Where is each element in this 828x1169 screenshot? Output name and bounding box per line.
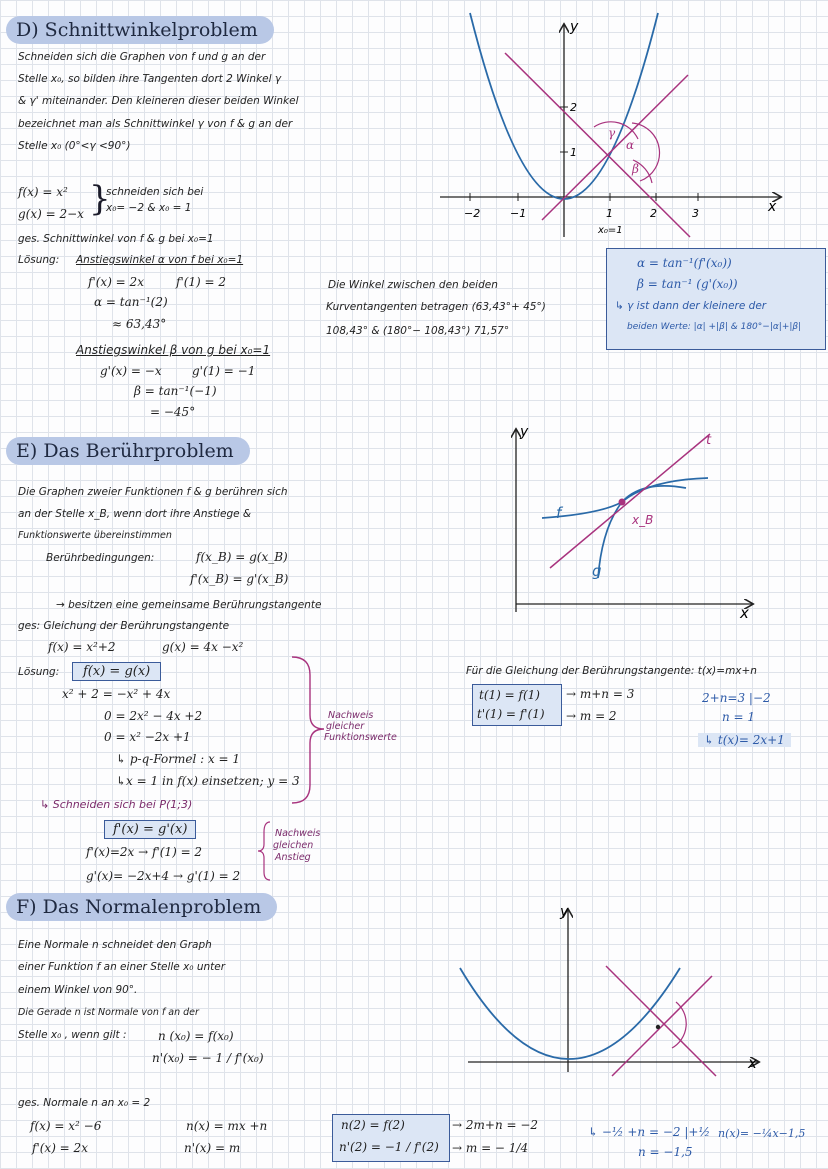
beta-label: β xyxy=(632,162,639,176)
step-line: 0 = 2x² − 4x +2 xyxy=(104,709,203,723)
y-axis-label: y xyxy=(520,424,529,440)
g-prime-1: g'(1) = −1 xyxy=(192,364,256,378)
tick-label: 1 xyxy=(570,146,577,159)
winkel-text-line: Die Winkel zwischen den beiden xyxy=(328,279,498,291)
intro-line: einer Funktion f an einer Stelle x₀ unter xyxy=(18,961,226,973)
x-axis-label: x xyxy=(768,199,777,215)
normal-solve: n = −1,5 xyxy=(638,1145,693,1159)
alpha-label: α xyxy=(626,138,635,152)
intro-line: bezeichnet man als Schnittwinkel γ von f & g an der xyxy=(18,118,293,130)
box-line: α = tan⁻¹(f'(x₀)) xyxy=(637,256,732,270)
right-angle-dot xyxy=(656,1025,660,1029)
brace-nachweis-1 xyxy=(290,655,330,805)
normal-condition: n (x₀) = f(x₀) xyxy=(158,1029,234,1043)
alpha-equation: α = tan⁻¹(2) xyxy=(94,295,168,309)
normal-solve: ↳ −½ +n = −2 |+½ xyxy=(588,1125,711,1139)
f-definition: f(x) = x² −6 xyxy=(30,1119,102,1133)
intro-line: Stelle x₀ (0°<γ <90°) xyxy=(18,140,131,152)
derivative-box: f'(x) = g'(x) xyxy=(104,820,196,839)
derivative-line: g'(x)= −2x+4 → g'(1) = 2 xyxy=(86,869,241,883)
curve-g xyxy=(598,486,686,578)
g-definition: g(x) = 4x −x² xyxy=(162,640,244,654)
tangent-line xyxy=(550,434,710,568)
normal-box-line: n'(2) = −1 / f'(2) xyxy=(339,1140,439,1154)
nachweis-line: gleichen xyxy=(273,840,314,851)
step-line: ↳ p-q-Formel : x = 1 xyxy=(116,752,241,766)
xb-label: x_B xyxy=(632,513,654,527)
tick-label: 1 xyxy=(606,207,613,220)
tangent-line xyxy=(612,976,712,1076)
box-line: beiden Werte: |α| +|β| & 180°−|α|+|β| xyxy=(627,322,802,332)
gamma-label: γ xyxy=(608,126,616,140)
f-definition: f(x) = x²+2 xyxy=(48,640,116,654)
intro-line: & γ' miteinander. Den kleineren dieser beiden Winkel xyxy=(18,95,299,107)
schneiden-result: ↳ Schneiden sich bei P(1;3) xyxy=(40,798,193,811)
ges-text: ges. Schnittwinkel von f & g bei x₀=1 xyxy=(18,233,214,245)
beta-equation: β = tan⁻¹(−1) xyxy=(134,384,217,398)
tangent-result: ↳ t(x)= 2x+1 xyxy=(698,733,791,747)
tangent-equation: → m = 2 xyxy=(566,709,617,723)
n-prime: n'(x) = m xyxy=(184,1141,241,1155)
f-prime: f'(x) = 2x xyxy=(32,1141,88,1155)
bedingungen-label: Berührbedingungen: xyxy=(46,552,155,564)
winkel-text-line: 108,43° & (180°− 108,43°) 71,57° xyxy=(326,325,510,337)
normal-condition: n'(x₀) = − 1 / f'(x₀) xyxy=(152,1051,264,1065)
tangent-condition: t(1) = f(1) xyxy=(479,688,540,702)
normal-box-line: n(2) = f(2) xyxy=(341,1118,405,1132)
parabola-f xyxy=(460,968,680,1059)
tick-label: −1 xyxy=(510,207,527,220)
nachweis-line: Nachweis xyxy=(328,710,374,721)
tangent-condition: t'(1) = f'(1) xyxy=(477,707,545,721)
tick-label: 2 xyxy=(570,101,577,114)
normal-result: n(x)= −¼x−1,5 xyxy=(718,1127,806,1140)
anstieg-alpha-heading: Anstiegswinkel α von f bei x₀=1 xyxy=(76,254,244,266)
nachweis-line: gleicher xyxy=(326,721,365,732)
touch-point xyxy=(619,499,626,506)
tangent-solve: n = 1 xyxy=(722,710,756,724)
loesung-label: Lösung: xyxy=(18,666,60,678)
anstieg-beta-heading: Anstiegswinkel β von g bei x₀=1 xyxy=(76,343,271,357)
step-line: 0 = x² −2x +1 xyxy=(104,730,191,744)
f-definition: f(x) = x² xyxy=(18,185,68,199)
ges-text: ges: Gleichung der Berührungstangente xyxy=(18,620,230,632)
schneiden-text: schneiden sich bei xyxy=(106,186,204,198)
y-axis-label: y xyxy=(560,904,569,920)
alpha-value: ≈ 63,43° xyxy=(112,317,167,331)
tangent-solve: 2+n=3 |−2 xyxy=(702,691,771,705)
nachweis-line: Anstieg xyxy=(275,852,311,863)
normal-line xyxy=(606,966,716,1076)
g-label: g xyxy=(592,562,602,580)
f-label: f xyxy=(556,504,562,522)
definition-line: Die Gerade n ist Normale von f an der xyxy=(18,1007,199,1018)
angle-arc xyxy=(594,122,638,139)
bedingung-2: f'(x_B) = g'(x_B) xyxy=(190,572,289,586)
f-prime: f'(x) = 2x xyxy=(88,275,144,289)
g-definition: g(x) = 2−x xyxy=(18,207,84,221)
graph-e xyxy=(490,418,790,628)
normal-equation: → 2m+n = −2 xyxy=(452,1118,539,1132)
intro-line: Funktionswerte übereinstimmen xyxy=(18,530,172,541)
step-line: x² + 2 = −x² + 4x xyxy=(62,687,171,701)
nachweis-line: Funktionswerte xyxy=(324,732,397,743)
section-f-title: F) Das Normalenproblem xyxy=(6,893,277,921)
intro-line: Die Graphen zweier Funktionen f & g berühren sich xyxy=(18,486,288,498)
t-label: t xyxy=(706,433,712,448)
step-line: ↳x = 1 in f(x) einsetzen; y = 3 xyxy=(116,774,300,788)
intersection-x-values: x₀= −2 & x₀ = 1 xyxy=(106,202,192,214)
beta-value: = −45° xyxy=(150,405,196,419)
derivative-line: f'(x)=2x → f'(1) = 2 xyxy=(86,845,203,859)
intro-line: einem Winkel von 90°. xyxy=(18,984,138,996)
tangente-text: → besitzen eine gemeinsame Berührungstangente xyxy=(56,599,322,611)
x0-label: x₀=1 xyxy=(598,225,623,236)
bedingung-1: f(x_B) = g(x_B) xyxy=(196,550,288,564)
nachweis-line: Nachweis xyxy=(275,828,321,839)
graph-f xyxy=(440,900,770,1090)
tangent-equation: → m+n = 3 xyxy=(566,687,635,701)
loesung-label: Lösung: xyxy=(18,254,60,266)
tangent-condition-box xyxy=(472,684,562,726)
tick-label: 3 xyxy=(692,207,699,220)
intro-line: an der Stelle x_B, wenn dort ihre Anstiege & xyxy=(18,508,252,520)
x-axis-label: x xyxy=(748,1054,757,1072)
tangent-title: Für die Gleichung der Berührungstangente: t(x)=mx+n xyxy=(466,665,757,677)
formula-box xyxy=(606,248,826,350)
ges-text: ges. Normale n an x₀ = 2 xyxy=(18,1097,151,1109)
section-e-title: E) Das Berührproblem xyxy=(6,437,250,465)
intro-line: Eine Normale n schneidet den Graph xyxy=(18,939,212,951)
f-prime-1: f'(1) = 2 xyxy=(176,275,227,289)
graph-d xyxy=(400,15,800,240)
intro-line: Schneiden sich die Graphen von f und g an der xyxy=(18,51,266,63)
intro-line: Stelle x₀, so bilden ihre Tangenten dort 2 Winkel γ xyxy=(18,73,282,85)
tick-label: 2 xyxy=(650,207,657,220)
normal-equation: → m = − 1/4 xyxy=(452,1141,529,1155)
box-line: β = tan⁻¹ (g'(x₀)) xyxy=(637,277,738,291)
g-prime: g'(x) = −x xyxy=(100,364,162,378)
tangent-g xyxy=(505,53,690,237)
winkel-text-line: Kurventangenten betragen (63,43°+ 45°) xyxy=(326,301,546,313)
normal-condition-box xyxy=(332,1114,450,1162)
brace-symbol: } xyxy=(89,179,111,219)
tick-label: −2 xyxy=(464,207,481,220)
equation-box: f(x) = g(x) xyxy=(72,662,161,681)
box-line: ↳ γ ist dann der kleinere der xyxy=(615,300,767,312)
x-axis-label: x xyxy=(740,604,749,622)
y-axis-label: y xyxy=(570,19,579,35)
n-definition: n(x) = mx +n xyxy=(186,1119,268,1133)
section-d-title: D) Schnittwinkelproblem xyxy=(6,16,274,44)
definition-line: Stelle x₀ , wenn gilt : xyxy=(18,1029,127,1041)
